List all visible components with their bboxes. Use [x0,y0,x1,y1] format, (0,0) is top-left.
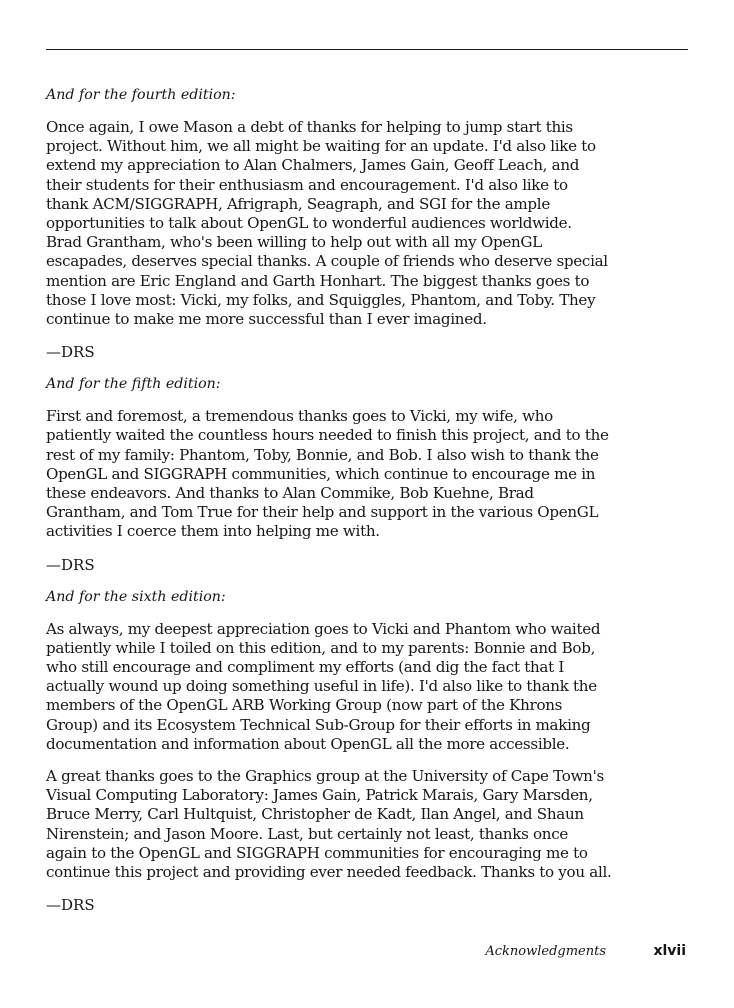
top-rule [46,49,688,50]
paragraph: As always, my deepest appreciation goes to Vicki and Phantom who waited patiently while I toiled on this edition, and to my parents: Bonnie and Bob, who still encourage and compliment my efforts (and dig the fact that I actually wound up doing something useful in life). I'd also like to thank the members of the OpenGL ARB Working Group (now part of the Khrons Group) and its Ecosystem Technical Sub-Group for their efforts in making documentation and information about OpenGL all the more accessible. [46,619,601,753]
signature: —DRS [46,896,95,915]
section-heading: And for the sixth edition: [46,588,226,605]
sixth-edition-section [46,587,612,916]
paragraph: A great thanks goes to the Graphics group at the University of Cape Town's Visual Computing Laboratory: James Gain, Patrick Marais, Gary Marsden, Bruce Merry, Carl Hultquist, Christopher de Kadt, Ilan Angel, and Shaun Nirenstein; and Jason Moore. Last, but certainly not least, thanks once again to the OpenGL and SIGGRAPH communities for encouraging me to continue this project and providing ever needed feedback. Thanks to you all. [46,767,612,882]
paragraph: First and foremost, a tremendous thanks goes to Vicki, my wife, who patiently waited the countless hours needed to finish this project, and to the rest of my family: Phantom, Toby, Bonnie, and Bob. I also wish to thank the OpenGL and SIGGRAPH communities, which continue to encourage me in these endeavors. And thanks to Alan Commike, Bob Kuehne, Brad Grantham, and Tom True for their help and support in the various OpenGL activities I coerce them into helping me with. [46,407,609,541]
section-heading: And for the fifth edition: [46,376,221,393]
running-footer-title: Acknowledgments [485,944,606,959]
signature: —DRS [46,343,95,362]
signature: —DRS [46,555,95,574]
acknowledgments-body [46,85,612,927]
paragraph: Once again, I owe Mason a debt of thanks for helping to jump start this project. Without him, we all might be waiting for an update. I'd also like to extend my appreciation to Alan Chalmers, James Gain, Geoff Leach, and their students for their enthusiasm and encouragement. I'd also like to thank ACM/SIGGRAPH, Afrigraph, Seagraph, and SGI for the ample opportunities to talk about OpenGL to wonderful audiences worldwide. Brad Grantham, who's been willing to help out with all my OpenGL escapades, deserves special thanks. A couple of friends who deserve special mention are Eric England and Garth Honhart. The biggest thanks goes to those I love most: Vicki, my folks, and Squiggles, Phantom, and Toby. They continue to make me more successful than I ever imagined. [46,118,608,329]
fifth-edition-section [46,374,612,574]
page-number: xlvii [653,943,686,959]
section-heading: And for the fourth edition: [46,87,236,103]
fourth-edition-section [46,85,612,362]
